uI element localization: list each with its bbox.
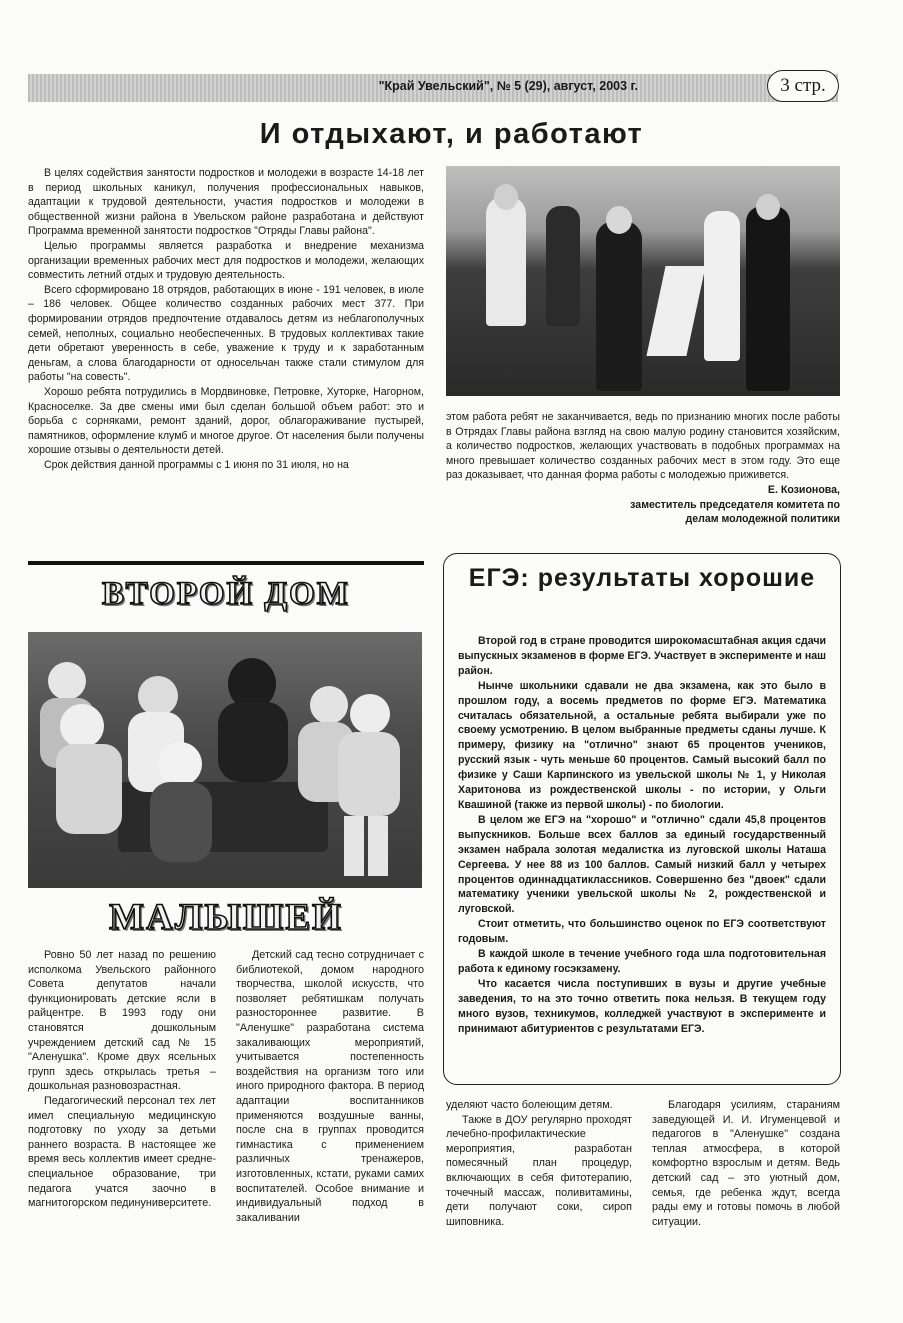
ege-paragraph: Второй год в стране проводится широкомасштабная акция сдачи выпускных экзаменов в форме ЕГЭ. Участвует в эксперименте и наш район.	[458, 635, 826, 677]
ege-article-body	[458, 634, 826, 1036]
article2-column-2	[236, 948, 424, 1225]
article1-paragraph: Хорошо ребята потрудились в Мордвиновке, Петровке, Хуторке, Нагорном, Красноселке. За две смены ими был сделан большой объем работ: это и борьба с сорняками, ремонт зданий, дорог, облагораживание пустырей, памятников, оформление клумб и многое другое. От населения были получены хорошие отзывы о деятельности детей.	[28, 385, 424, 457]
article1-title: И отдыхают, и работают	[259, 118, 644, 150]
article2-paragraph: Благодаря усилиям, стараниям заведующей И. И. Игуменцевой и педагогов в "Аленушке" создана теплая атмосфера, в которой комфортно взрослым и детям. Ведь детский сад – это уютный дом, семья, где ребенка ждут, всегда рады ему и готовы помочь в любой ситуации.	[652, 1099, 840, 1228]
article1-continuation: этом работа ребят не заканчивается, ведь по признанию многих после работы в Отрядах Главы района взгляд на свою малую родину становится хозяйским, а количество подростков, желающих участвовать в подобных программах на много превышает количество созданных рабочих мест в этом году. Это еще раз доказывает, что данная форма работы с молодежью приживется.	[446, 411, 840, 482]
article2-paragraph: Также в ДОУ регулярно проходят лечебно-профилактические мероприятия, разработан помесячный план процедур, включающих в себя фитотерапию, точечный массаж, поливитамины, дети получают соки, сироп шиповника.	[446, 1113, 632, 1228]
article2-column-4	[652, 1098, 840, 1229]
ege-paragraph: Нынче школьники сдавали не два экзамена, как это было в прошлом году, а восемь предметов по форме ЕГЭ. Математика считалась обязательной, а остальные ребята выбирали уже по своему усмотрению. В целом выбранные предметы сданы лучше. К примеру, физику на "отлично" знают 65 процентов учеников, русский язык - чуть меньше 60 процентов. Самый высокий балл по физике у Саши Карпинского из увельской школы № 1, у Николая Харитонова из рождественской школы - по истории, у Ольги Квашиной (также из первой школы) - по биологии.	[458, 679, 826, 811]
article2-title-bottom: МАЛЫШЕЙ	[109, 897, 343, 938]
article1-paragraph: Целью программы является разработка и внедрение механизма организации временных рабочих мест для подростков и молодежи, желающих совместить летний отдых и трудовую деятельность.	[28, 239, 424, 282]
article1-paragraph: Срок действия данной программы с 1 июня по 31 июля, но на	[44, 458, 349, 471]
article2-column-1	[28, 948, 216, 1211]
article2-paragraph: Детский сад тесно сотрудничает с библиотекой, домом народного творчества, школой искусств, что позволяет ребятишкам получать разностороннее развитие. В "Аленушке" разработана система закаливающих мероприятий, учитывается постепенность воздействия на организм того или иного природного фактора. В период адаптации воспитанников применяются воздушные ванны, после сна в группах проводится гимнастика с применением различных тренажеров, изготовленных, кстати, руками самих воспитателей. Особое внимание и индивидуальный подход в закаливании	[236, 949, 424, 1224]
ege-paragraph: Что касается числа поступивших в вузы и другие учебные заведения, то на это точно ответить пока нельзя. В текущем году много вузов, техникумов, колледжей участвуют в эксперименте и принимают абитуриентов с результатами ЕГЭ.	[458, 977, 826, 1035]
article2-title-top: ВТОРОЙ ДОМ	[102, 576, 350, 612]
kindergarten-photo	[28, 632, 422, 888]
article1-author-role: заместитель председателя комитета по делам молодежной политики	[630, 498, 840, 526]
article1-paragraph: В целях содействия занятости подростков и молодежи в возрасте 14-18 лет в период школьных каникул, получения профессиональных навыков, адаптации к трудовой деятельности, участия подростков и молодежи в общественной жизни района в Увельском районе разработана и действуют Программа временной занятости подростков "Отряды Главы района".	[28, 167, 424, 238]
ege-paragraph: В целом же ЕГЭ на "хорошо" и "отлично" сдали 45,8 процентов выпускников. Больше всех баллов за единый государственный экзамен набрала золотая медалистка из луговской школы Наташа Сергеева. У нее 88 из 100 баллов. Самый низкий балл у четырех процентов одиннадцатиклассников. Совершенно без "двоек" сдали математику ученики увельской школы № 2, рождественской и луговской.	[458, 813, 826, 916]
issue-line: "Край Увельский", № 5 (29), август, 2003 г.	[378, 79, 638, 93]
article2-paragraph: уделяют часто болеющим детям.	[446, 1099, 613, 1111]
ege-paragraph: В каждой школе в течение учебного года шла подготовительная работа к единому госэкзамену.	[458, 948, 826, 975]
section-divider	[28, 561, 424, 565]
page-number-badge: 3 стр.	[767, 70, 839, 102]
article1-paragraph: Всего сформировано 18 отрядов, работающих в июне - 191 человек, в июле – 186 человек. Общее количество созданных рабочих мест 377. При формировании отрядов предпочтение отдавалось детям из неблагополучных семей, неполных, социально необеспеченных. В трудовых коллективах такие дети обретают уверенность в себе, уважение к труду и к заработанным деньгам, а слова благодарности от односельчан также стали стимулом для работы "на совесть".	[28, 283, 424, 384]
ege-article-title: ЕГЭ: результаты хорошие	[468, 564, 816, 592]
article1-right-column	[446, 410, 840, 527]
article2-paragraph: Ровно 50 лет назад по решению исполкома Увельского районного Совета депутатов начали функционировать детские ясли в райцентре. В 1993 году они становятся дошкольным учреждением детский сад № 15 "Аленушка". Кроме двух ясельных групп здесь открылась третья – дошкольная разновозрастная.	[28, 949, 216, 1093]
ege-article-box	[443, 553, 841, 1085]
article1-left-column	[28, 166, 424, 472]
article2-paragraph: Педагогический персонал тех лет имел специальную медицинскую подготовку по уходу за детьми раннего возраста. В настоящее же время весь коллектив имеет средне-специальное образование, три педагога учатся заочно в магнитогорском пединуниверситете.	[28, 1094, 216, 1210]
teenagers-work-photo	[446, 166, 840, 396]
article1-author: Е. Козионова,	[767, 483, 840, 496]
header-band	[28, 74, 838, 102]
ege-paragraph: Стоит отметить, что большинство оценок по ЕГЭ соответствуют годовым.	[458, 918, 826, 946]
article2-column-3	[446, 1098, 632, 1229]
